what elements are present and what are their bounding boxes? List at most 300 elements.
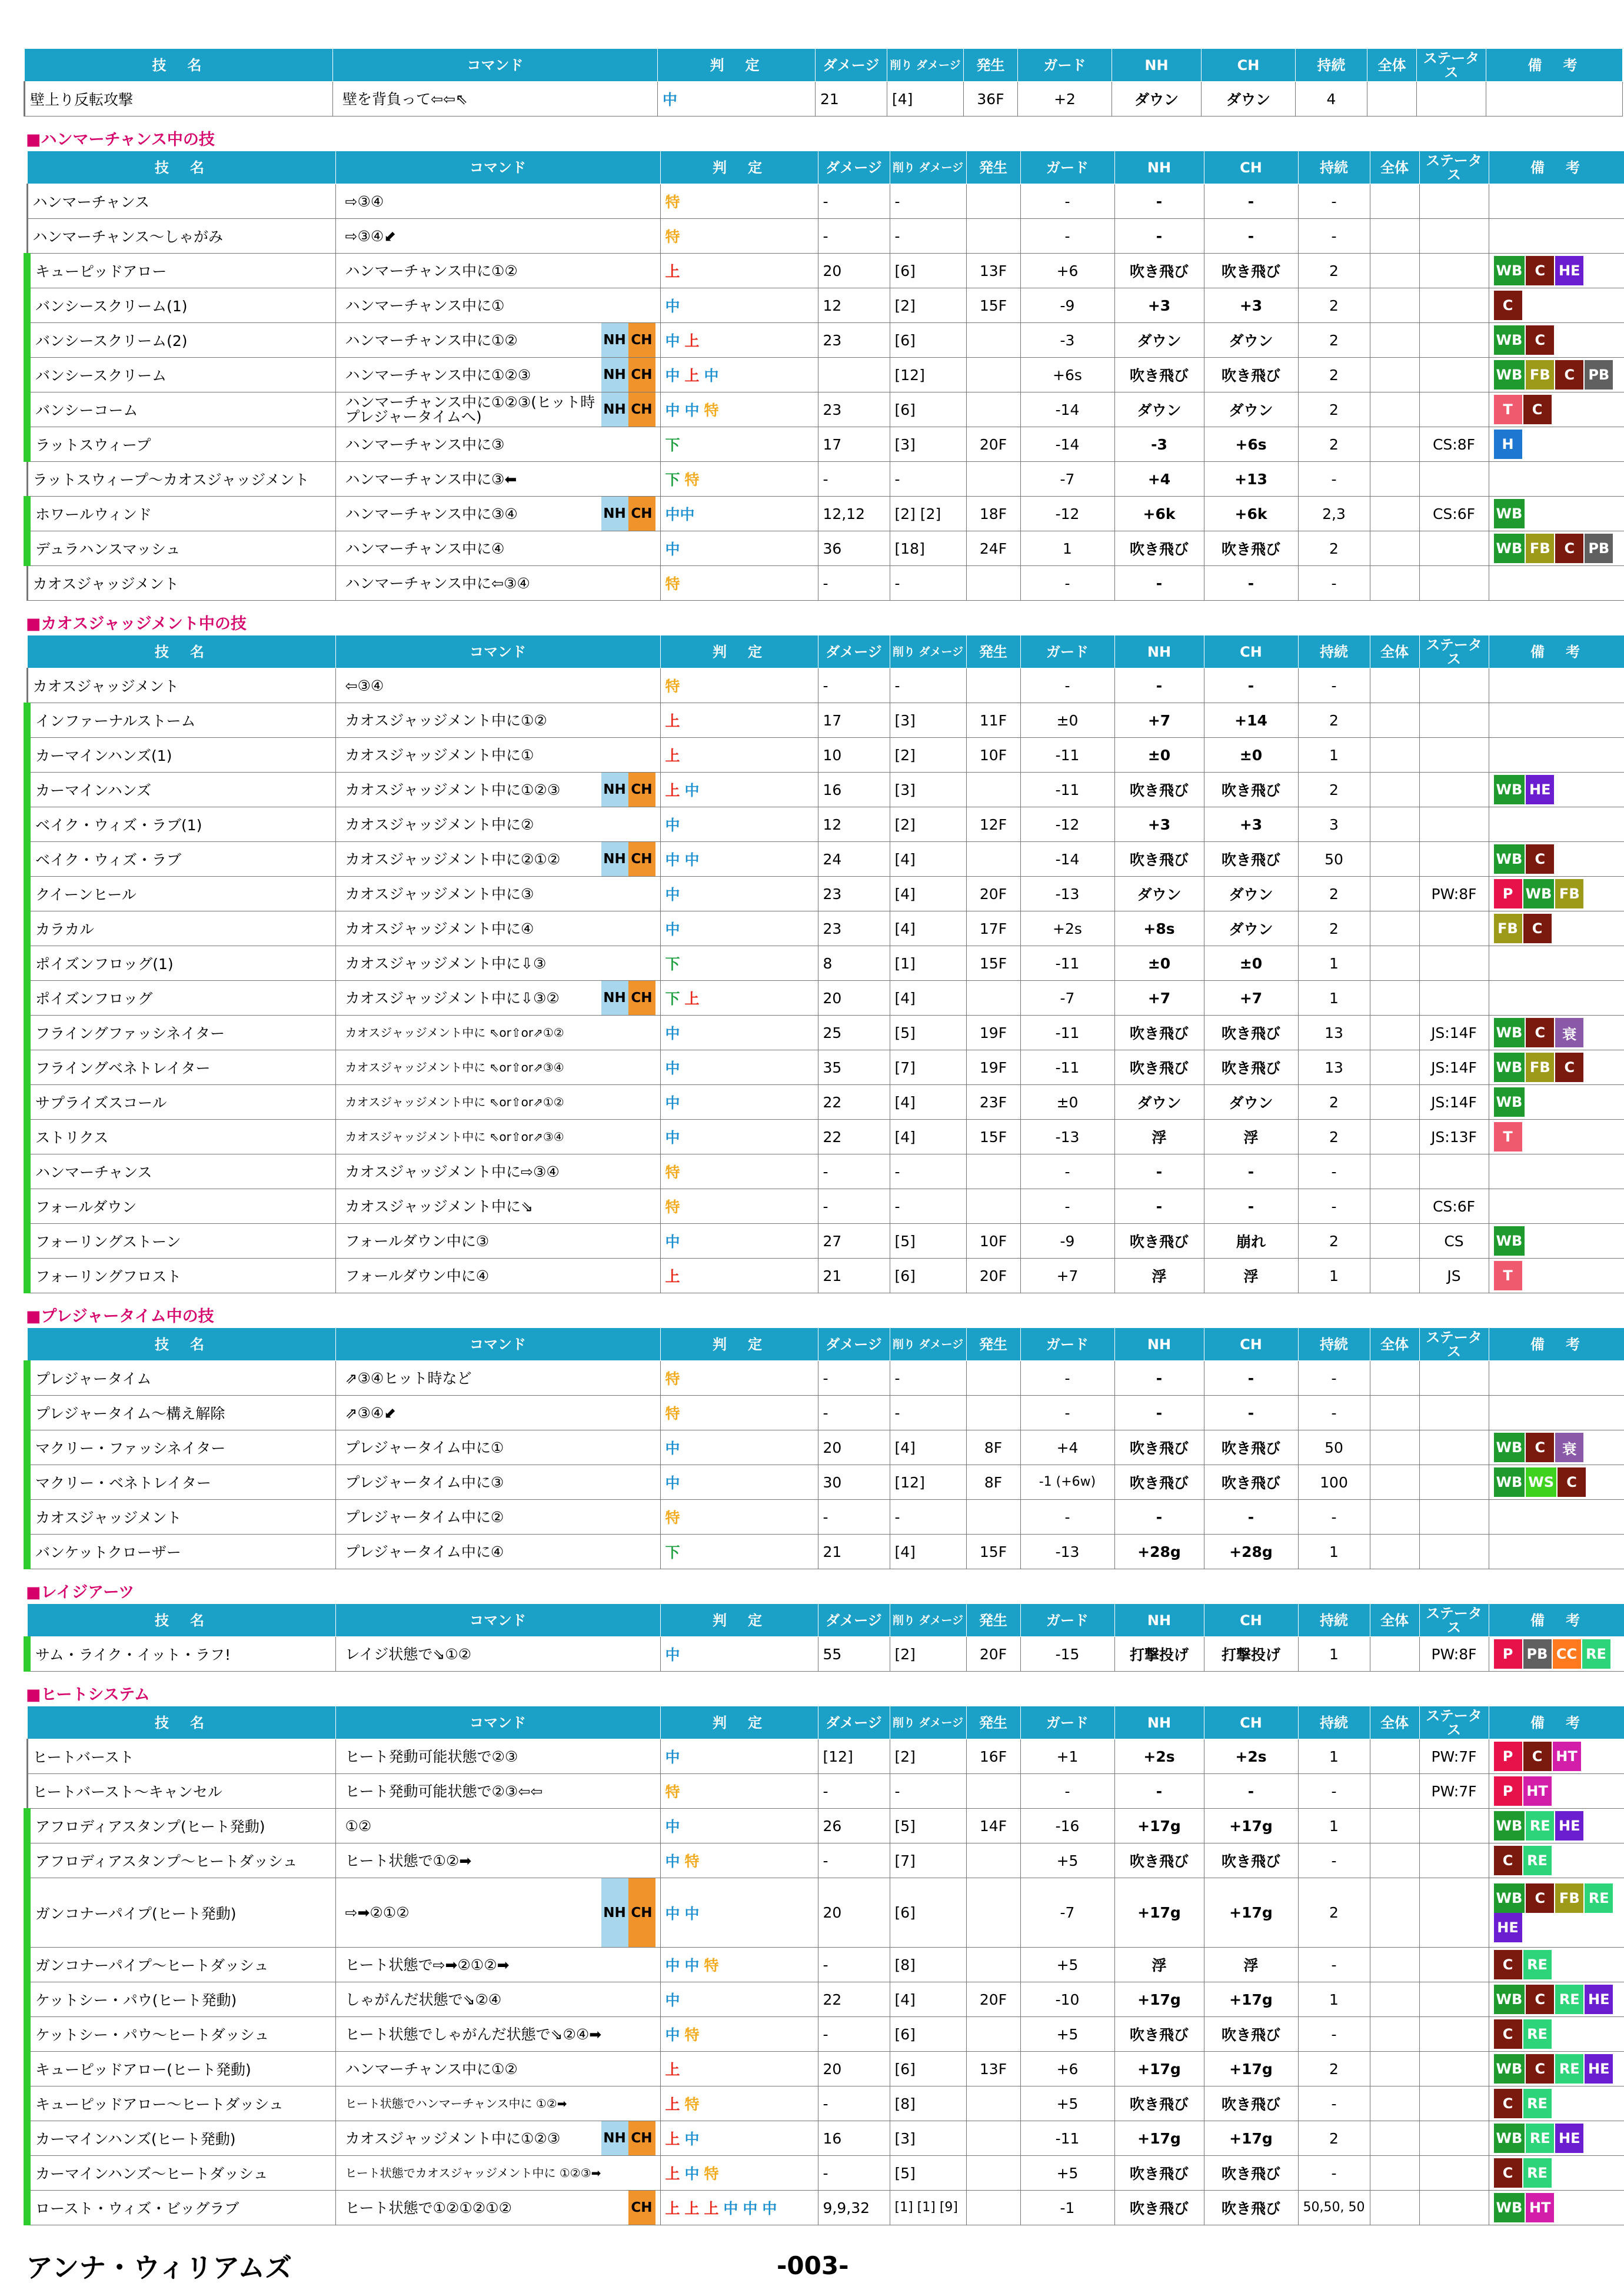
- startup: 12F: [966, 807, 1020, 842]
- damage: 21: [818, 1535, 890, 1569]
- remark-tag: P: [1494, 879, 1522, 908]
- remark-tag: C: [1494, 2019, 1522, 2049]
- remark-tag: PB: [1585, 360, 1613, 390]
- header-name: 技 名: [27, 1706, 335, 1739]
- move-command: ヒート状態でハンマーチャンス中に ①②➡: [345, 2096, 567, 2111]
- header-row: [27, 635, 1624, 668]
- damage: 12: [818, 807, 890, 842]
- remark-tag: RE: [1526, 2124, 1554, 2153]
- active-frames: -: [1298, 184, 1370, 219]
- damage: -: [818, 1154, 890, 1189]
- remark-tag: HE: [1555, 256, 1583, 285]
- remarks: [1489, 1120, 1624, 1154]
- chip-damage: [2]: [890, 1637, 966, 1672]
- move-name: プレジャータイム: [27, 1361, 335, 1396]
- on-counter-hit: +2s: [1204, 1739, 1298, 1774]
- move-command: ハンマーチャンス中に④: [345, 540, 505, 557]
- chip-damage: -: [890, 1189, 966, 1224]
- move-command: 壁を背負って⇦⇦⇖: [342, 90, 468, 108]
- startup: 20F: [966, 1982, 1020, 2017]
- move-name: フォーリングフロスト: [27, 1259, 335, 1293]
- hit-level-mark: 中: [665, 1025, 680, 1042]
- on-block: -11: [1020, 2121, 1114, 2156]
- chip-damage: -: [890, 184, 966, 219]
- damage: 23: [818, 392, 890, 427]
- total-frames: [1370, 288, 1419, 323]
- move-command: レイジ状態で⇘①②: [345, 1645, 472, 1663]
- remark-tag: HE: [1526, 775, 1554, 804]
- move-command-cell: [335, 1396, 660, 1430]
- hit-level-mark: 上: [684, 990, 700, 1007]
- active-frames: 1: [1298, 1535, 1370, 1569]
- on-block: -13: [1020, 877, 1114, 911]
- section-title: ■ハンマーチャンス中の技: [26, 131, 215, 149]
- hit-level-mark: 特: [684, 2096, 700, 2113]
- status: JS: [1419, 1259, 1489, 1293]
- header-nh: NH: [1114, 151, 1204, 184]
- move-command-cell: [335, 773, 660, 807]
- status: [1419, 1361, 1489, 1396]
- startup: 15F: [966, 1535, 1020, 1569]
- on-block: +5: [1020, 2017, 1114, 2052]
- total-frames: [1370, 1050, 1419, 1085]
- header-nh: NH: [1114, 1604, 1204, 1637]
- on-normal-hit: 浮: [1114, 1120, 1204, 1154]
- damage: -: [818, 2156, 890, 2191]
- table-row: [27, 184, 1624, 219]
- remarks: [1489, 946, 1624, 981]
- remark-tag: WB: [1523, 879, 1555, 908]
- startup: 36F: [964, 82, 1018, 117]
- character-name: アンナ・ウィリアムズ: [26, 2252, 292, 2284]
- startup: 16F: [966, 1739, 1020, 1774]
- on-counter-hit: +14: [1204, 703, 1298, 738]
- total-frames: [1370, 358, 1419, 392]
- total-frames: [1370, 497, 1419, 531]
- startup: 24F: [966, 531, 1020, 566]
- table-row: [27, 566, 1624, 601]
- on-counter-hit: 浮: [1204, 1948, 1298, 1982]
- on-normal-hit: 吹き飛び: [1114, 2086, 1204, 2121]
- move-command: カオスジャッジメント中に ⇖or⇧or⇗③④: [345, 1060, 564, 1074]
- active-frames: 50: [1298, 1430, 1370, 1465]
- total-frames: [1370, 1637, 1419, 1672]
- header-command: コマンド: [333, 49, 658, 82]
- move-name: バンシースクリーム(2): [27, 323, 335, 358]
- remark-tag: RE: [1585, 1883, 1613, 1913]
- total-frames: [1370, 668, 1419, 703]
- startup: 20F: [966, 427, 1020, 462]
- remarks: [1489, 1224, 1624, 1259]
- chip-damage: [4]: [890, 1085, 966, 1120]
- startup: [966, 2156, 1020, 2191]
- move-command: カオスジャッジメント中に⇩③②: [345, 989, 560, 1007]
- total-frames: [1370, 323, 1419, 358]
- remarks: [1489, 1774, 1624, 1809]
- hit-level-mark: 中: [665, 541, 680, 558]
- hit-level-mark: 下: [665, 1544, 680, 1561]
- on-counter-hit: +28g: [1204, 1535, 1298, 1569]
- table-row: [27, 462, 1624, 497]
- status: [1419, 2086, 1489, 2121]
- on-counter-hit: +17g: [1204, 2052, 1298, 2086]
- header-status: ステータス: [1419, 1328, 1489, 1361]
- active-frames: 2: [1298, 288, 1370, 323]
- move-name: キューピッドアロー～ヒートダッシュ: [27, 2086, 335, 2121]
- startup: [966, 219, 1020, 254]
- remark-tag: WB: [1494, 1467, 1525, 1497]
- move-name: ポイズンフロッグ(1): [27, 946, 335, 981]
- status: PW:8F: [1419, 1637, 1489, 1672]
- move-command-cell: [335, 668, 660, 703]
- chip-damage: [2] [2]: [890, 497, 966, 531]
- table-row: [27, 1982, 1624, 2017]
- move-command: プレジャータイム中に④: [345, 1543, 504, 1560]
- damage: 23: [818, 911, 890, 946]
- status: [1419, 358, 1489, 392]
- remark-tag: WB: [1494, 775, 1525, 804]
- active-frames: -: [1298, 2156, 1370, 2191]
- active-frames: -: [1298, 219, 1370, 254]
- header-total: 全体: [1370, 635, 1419, 668]
- remark-tag: WB: [1494, 360, 1525, 390]
- move-command-cell: [335, 1637, 660, 1672]
- hit-level-mark: 上: [665, 2165, 680, 2182]
- header-command: コマンド: [335, 1604, 660, 1637]
- header-ch: CH: [1204, 1706, 1298, 1739]
- hit-level: [660, 1637, 818, 1672]
- table-row: [27, 1465, 1624, 1500]
- move-command-cell: [335, 2191, 660, 2225]
- remark-tag: C: [1494, 1846, 1522, 1875]
- on-block: +5: [1020, 1948, 1114, 1982]
- remarks: [1489, 842, 1624, 877]
- nh-marker: NH: [601, 497, 628, 531]
- move-list: [24, 48, 1610, 2238]
- damage: 22: [818, 1085, 890, 1120]
- header-status: ステータス: [1419, 635, 1489, 668]
- move-command: カオスジャッジメント中に②①②: [345, 850, 561, 868]
- chip-damage: [2]: [890, 807, 966, 842]
- table-row: [27, 254, 1624, 288]
- on-counter-hit: 吹き飛び: [1204, 2086, 1298, 2121]
- status: [1419, 807, 1489, 842]
- startup: 19F: [966, 1016, 1020, 1050]
- hit-level: [660, 566, 818, 601]
- remarks: [1489, 2121, 1624, 2156]
- on-block: -13: [1020, 1535, 1114, 1569]
- remark-tag: WB: [1494, 2054, 1525, 2084]
- damage: 16: [818, 773, 890, 807]
- table-row: [25, 82, 1623, 117]
- on-counter-hit: 吹き飛び: [1204, 254, 1298, 288]
- total-frames: [1370, 1843, 1419, 1878]
- status: [1417, 82, 1486, 117]
- on-normal-hit: 浮: [1114, 1259, 1204, 1293]
- on-block: -: [1020, 566, 1114, 601]
- status: CS:6F: [1419, 1189, 1489, 1224]
- nh-marker: NH: [601, 358, 628, 392]
- hit-level-mark: 上: [684, 367, 700, 384]
- remarks: [1489, 566, 1624, 601]
- on-block: ±0: [1020, 1085, 1114, 1120]
- move-command-cell: [335, 1430, 660, 1465]
- header-name: 技 名: [27, 1604, 335, 1637]
- remark-tag: WB: [1494, 1226, 1525, 1256]
- hit-level-mark: 上: [665, 747, 680, 764]
- remark-tag: C: [1526, 844, 1554, 874]
- hit-level-mark: 中: [684, 1957, 700, 1974]
- chip-damage: [1]: [890, 946, 966, 981]
- on-normal-hit: +17g: [1114, 2121, 1204, 2156]
- remark-tag: 衰: [1555, 1018, 1583, 1047]
- move-command-cell: [335, 1535, 660, 1569]
- active-frames: -: [1298, 1189, 1370, 1224]
- move-command-cell: [335, 911, 660, 946]
- remarks: [1489, 2086, 1624, 2121]
- hit-level: [660, 877, 818, 911]
- hit-level-mark: 中: [665, 886, 680, 903]
- active-frames: 2: [1298, 703, 1370, 738]
- move-command: カオスジャッジメント中に①: [345, 746, 534, 764]
- chip-damage: [2]: [890, 1739, 966, 1774]
- on-normal-hit: +3: [1114, 288, 1204, 323]
- header-row: [27, 1604, 1624, 1637]
- on-block: ±0: [1020, 703, 1114, 738]
- header-remarks: 備 考: [1489, 1604, 1624, 1637]
- remarks: [1489, 2191, 1624, 2225]
- move-name: バンケットクローザー: [27, 1535, 335, 1569]
- on-counter-hit: +17g: [1204, 2121, 1298, 2156]
- active-frames: 2: [1298, 877, 1370, 911]
- remark-tag: WB: [1494, 256, 1525, 285]
- move-command: ⇨➡②①②: [345, 1904, 410, 1921]
- table-row: [27, 358, 1624, 392]
- total-frames: [1370, 877, 1419, 911]
- move-command: プレジャータイム中に①: [345, 1439, 504, 1456]
- on-normal-hit: ダウン: [1114, 323, 1204, 358]
- move-command-cell: [335, 1843, 660, 1878]
- hit-level: [660, 946, 818, 981]
- hit-level: [660, 1843, 818, 1878]
- total-frames: [1370, 1465, 1419, 1500]
- move-name: キューピッドアロー(ヒート発動): [27, 2052, 335, 2086]
- hit-level-mark: 特: [665, 228, 680, 245]
- move-command: カオスジャッジメント中に ⇖or⇧or⇗①②: [345, 1025, 564, 1040]
- move-command: カオスジャッジメント中に ⇖or⇧or⇗③④: [345, 1129, 564, 1144]
- table-row: [27, 1224, 1624, 1259]
- move-command: ハンマーチャンス中に③④: [345, 505, 518, 523]
- on-normal-hit: -: [1114, 184, 1204, 219]
- status: [1419, 773, 1489, 807]
- on-normal-hit: +17g: [1114, 1982, 1204, 2017]
- hit-level: [660, 807, 818, 842]
- on-counter-hit: ダウン: [1204, 323, 1298, 358]
- move-name: カラカル: [27, 911, 335, 946]
- move-command: プレジャータイム中に②: [345, 1508, 504, 1526]
- total-frames: [1370, 1809, 1419, 1843]
- move-name: ハンマーチャンス: [27, 1154, 335, 1189]
- total-frames: [1370, 911, 1419, 946]
- remarks: [1489, 2052, 1624, 2086]
- move-command-cell: [335, 184, 660, 219]
- table-row: [27, 1535, 1624, 1569]
- chip-damage: [4]: [890, 1982, 966, 2017]
- remark-tag: C: [1494, 291, 1522, 320]
- on-counter-hit: 吹き飛び: [1204, 2156, 1298, 2191]
- remark-tag: FB: [1526, 360, 1554, 390]
- status: [1419, 531, 1489, 566]
- hit-level: [660, 1948, 818, 1982]
- header-name: 技 名: [27, 1328, 335, 1361]
- total-frames: [1370, 738, 1419, 773]
- table-row: [27, 392, 1624, 427]
- on-normal-hit: +8s: [1114, 911, 1204, 946]
- on-counter-hit: -: [1204, 668, 1298, 703]
- header-nh: NH: [1114, 1328, 1204, 1361]
- hit-level-mark: 特: [665, 575, 680, 593]
- startup: [966, 1843, 1020, 1878]
- active-frames: -: [1298, 1500, 1370, 1535]
- move-command: プレジャータイム中に③: [345, 1473, 504, 1491]
- move-name: プレジャータイム～構え解除: [27, 1396, 335, 1430]
- move-command-cell: [335, 738, 660, 773]
- startup: [966, 1396, 1020, 1430]
- hit-level: [660, 773, 818, 807]
- on-block: -9: [1020, 1224, 1114, 1259]
- move-name: ラットスウィープ: [27, 427, 335, 462]
- remarks: [1489, 531, 1624, 566]
- on-counter-hit: ダウン: [1204, 877, 1298, 911]
- on-block: -1: [1020, 2191, 1114, 2225]
- on-normal-hit: ダウン: [1114, 392, 1204, 427]
- remarks: [1489, 323, 1624, 358]
- hit-level-mark: 上: [665, 1268, 680, 1285]
- hit-level-mark: 中中: [665, 506, 695, 523]
- header-startup: 発生: [966, 635, 1020, 668]
- table-row: [27, 738, 1624, 773]
- page-number: -003-: [777, 2251, 849, 2280]
- active-frames: 2: [1298, 2121, 1370, 2156]
- total-frames: [1370, 807, 1419, 842]
- on-block: -: [1020, 1189, 1114, 1224]
- active-frames: -: [1298, 462, 1370, 497]
- on-normal-hit: ±0: [1114, 946, 1204, 981]
- damage: -: [818, 1361, 890, 1396]
- startup: [966, 1361, 1020, 1396]
- hit-level-mark: 中: [665, 1905, 680, 1922]
- chip-damage: [6]: [890, 392, 966, 427]
- move-command-cell: [335, 877, 660, 911]
- table-row: [27, 877, 1624, 911]
- remark-tag: FB: [1526, 534, 1554, 563]
- hit-level-mark: 特: [665, 1199, 680, 1216]
- on-normal-hit: 吹き飛び: [1114, 358, 1204, 392]
- table-row: [27, 911, 1624, 946]
- on-counter-hit: 吹き飛び: [1204, 1016, 1298, 1050]
- chip-damage: [3]: [890, 427, 966, 462]
- active-frames: 13: [1298, 1050, 1370, 1085]
- on-block: +6: [1020, 254, 1114, 288]
- hit-level-mark: 中: [665, 1440, 680, 1457]
- table-row: [27, 842, 1624, 877]
- total-frames: [1370, 2086, 1419, 2121]
- remarks: [1489, 2156, 1624, 2191]
- hit-level-mark: 特: [665, 1509, 680, 1526]
- table-row: [27, 1809, 1624, 1843]
- startup: 20F: [966, 877, 1020, 911]
- section-title: ■レイジアーツ: [26, 1583, 135, 1602]
- hit-level: [660, 1878, 818, 1948]
- ch-marker: CH: [628, 1878, 655, 1947]
- chip-damage: -: [890, 1396, 966, 1430]
- chip-damage: [5]: [890, 1809, 966, 1843]
- move-name: ハンマーチャンス: [27, 184, 335, 219]
- on-normal-hit: +7: [1114, 703, 1204, 738]
- table-row: [27, 1396, 1624, 1430]
- remark-tag: HT: [1553, 1742, 1581, 1771]
- on-block: -11: [1020, 1016, 1114, 1050]
- damage: [12]: [818, 1739, 890, 1774]
- hit-level: [660, 254, 818, 288]
- remarks: [1489, 738, 1624, 773]
- status: [1419, 1465, 1489, 1500]
- remarks: [1489, 1361, 1624, 1396]
- status: [1419, 2156, 1489, 2191]
- damage: 22: [818, 1120, 890, 1154]
- active-frames: 100: [1298, 1465, 1370, 1500]
- chip-damage: -: [890, 462, 966, 497]
- move-command-cell: [335, 219, 660, 254]
- on-counter-hit: ダウン: [1204, 1085, 1298, 1120]
- remark-tag: CC: [1553, 1639, 1581, 1669]
- active-frames: 2,3: [1298, 497, 1370, 531]
- active-frames: 2: [1298, 1085, 1370, 1120]
- header-ch: CH: [1204, 1328, 1298, 1361]
- move-name: カオスジャッジメント: [27, 566, 335, 601]
- move-command-cell: [335, 1224, 660, 1259]
- move-name: キューピッドアロー: [27, 254, 335, 288]
- total-frames: [1367, 82, 1417, 117]
- move-name: ヒートバースト～キャンセル: [27, 1774, 335, 1809]
- hit-level: [660, 668, 818, 703]
- startup: 20F: [966, 1259, 1020, 1293]
- remark-tag: P: [1494, 1776, 1522, 1806]
- active-frames: 2: [1298, 1224, 1370, 1259]
- remark-tag: FB: [1526, 1053, 1554, 1082]
- on-block: -: [1020, 1361, 1114, 1396]
- remark-tag: C: [1526, 325, 1554, 355]
- table-row: [27, 1843, 1624, 1878]
- on-normal-hit: -: [1114, 668, 1204, 703]
- hit-level-mark: 特: [704, 2165, 719, 2182]
- on-normal-hit: ±0: [1114, 738, 1204, 773]
- remark-tag: HE: [1585, 2054, 1613, 2084]
- remarks: [1489, 668, 1624, 703]
- total-frames: [1370, 254, 1419, 288]
- move-name: カーマインハンズ: [27, 773, 335, 807]
- on-normal-hit: +3: [1114, 807, 1204, 842]
- remark-tag: RE: [1523, 2158, 1552, 2188]
- remark-tag: C: [1558, 1467, 1586, 1497]
- status: JS:14F: [1419, 1050, 1489, 1085]
- move-command: フォールダウン中に④: [345, 1267, 490, 1284]
- status: [1419, 1535, 1489, 1569]
- ch-marker: CH: [628, 358, 655, 392]
- chip-damage: [4]: [890, 1535, 966, 1569]
- hit-level-mark: 上: [665, 713, 680, 730]
- on-normal-hit: 打撃投げ: [1114, 1637, 1204, 1672]
